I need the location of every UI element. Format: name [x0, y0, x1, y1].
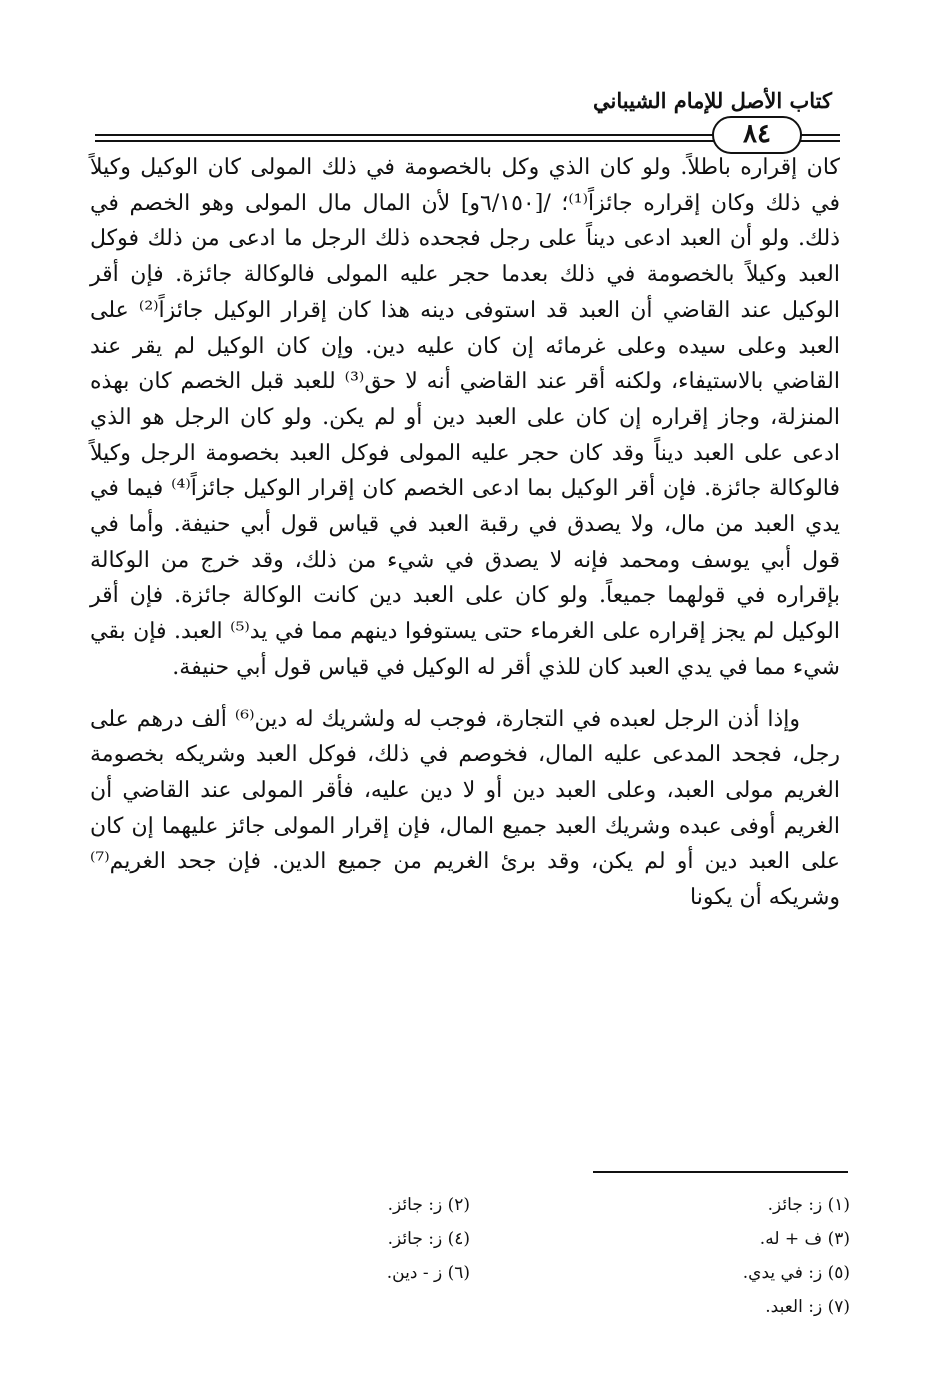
footnote-4: (٤) ز: جائز.: [387, 1229, 470, 1249]
footnote-1: (١) ز: جائز.: [767, 1195, 850, 1215]
footnote-2: (٢) ز: جائز.: [387, 1195, 470, 1215]
footnotes-column-right: [470, 1188, 850, 1324]
page-header: [95, 70, 840, 150]
page-number: ٨٤: [712, 116, 802, 154]
footnote-7: (٧) ز: العبد.: [765, 1297, 850, 1317]
paragraph-1: كان إقراره باطلاً. ولو كان الذي وكل بالخصومة في ذلك المولى كان الوكيل وكيلاً في ذلك وكان إقراره جائزاً⁽¹⁾؛ /[٦/١٥٠و] لأن المال مال المولى وهو الخصم في ذلك. ولو أن العبد ادعى ديناً على رجل فجحده ذلك الرجل ما ادعى من ذلك فوكل العبد وكيلاً بالخصومة في ذلك بعدما حجر عليه المولى فالوكالة جائزة. فإن أقر الوكيل عند القاضي أن العبد قد استوفى دينه هذا كان إقرار الوكيل جائزاً⁽²⁾ على العبد وعلى سيده وعلى غرمائه إن كان عليه دين. وإن كان الوكيل لم يقر عند القاضي بالاستيفاء، ولكنه أقر عند القاضي أنه لا حق⁽³⁾ للعبد قبل الخصم كان بهذه المنزلة، وجاز إقراره إن كان على العبد دين أو لم يكن. ولو كان الرجل هو الذي ادعى على العبد ديناً وقد كان حجر عليه المولى فوكل العبد بخصومة الرجل وكيلاً فالوكالة جائزة. فإن أقر الوكيل بما ادعى الخصم كان إقرار الوكيل جائزاً⁽⁴⁾ فيما في يدي العبد من مال، ولا يصدق في رقبة العبد في قياس قول أبي حنيفة. وأما في قول أبي يوسف ومحمد فإنه لا يصدق في شيء من ذلك، وقد خرج من الوكالة بإقراره في قولهما جميعاً. ولو كان على العبد دين كانت الوكالة جائزة. فإن أقر الوكيل لم يجز إقراره على الغرماء حتى يستوفوا دينهم مما في يد⁽⁵⁾ العبد. فإن بقي شيء مما في يدي العبد كان للذي أقر له الوكيل في قياس قول أبي حنيفة.: [90, 155, 841, 680]
footnote-5: (٥) ز: في يدي.: [742, 1263, 850, 1283]
footnotes-column-left: [90, 1188, 470, 1290]
footnote-separator: [593, 1171, 848, 1173]
footnote-3: (٣) ف + له.: [759, 1229, 850, 1249]
main-text: [90, 150, 840, 916]
paragraph-2: وإذا أذن الرجل لعبده في التجارة، فوجب له ولشريك له دين⁽⁶⁾ ألف درهم على رجل، فجحد المدعى عليه المال، فخوصم في ذلك، فوكل العبد وشريكه بخصومة الغريم مولى العبد، وعلى العبد دين أو لا دين عليه، فأقر المولى عند القاضي أن الغريم أوفى عبده وشريك العبد جميع المال، فإن إقرار المولى جائز عليهما إن كان على العبد دين أو لم يكن، وقد برئ الغريم من جميع الدين. فإن جحد الغريم⁽⁷⁾ وشريكه أن يكونا: [90, 706, 840, 911]
footnote-6: (٦) ز - دين.: [386, 1263, 470, 1283]
running-title: كتاب الأصل للإمام الشيباني: [593, 88, 832, 113]
